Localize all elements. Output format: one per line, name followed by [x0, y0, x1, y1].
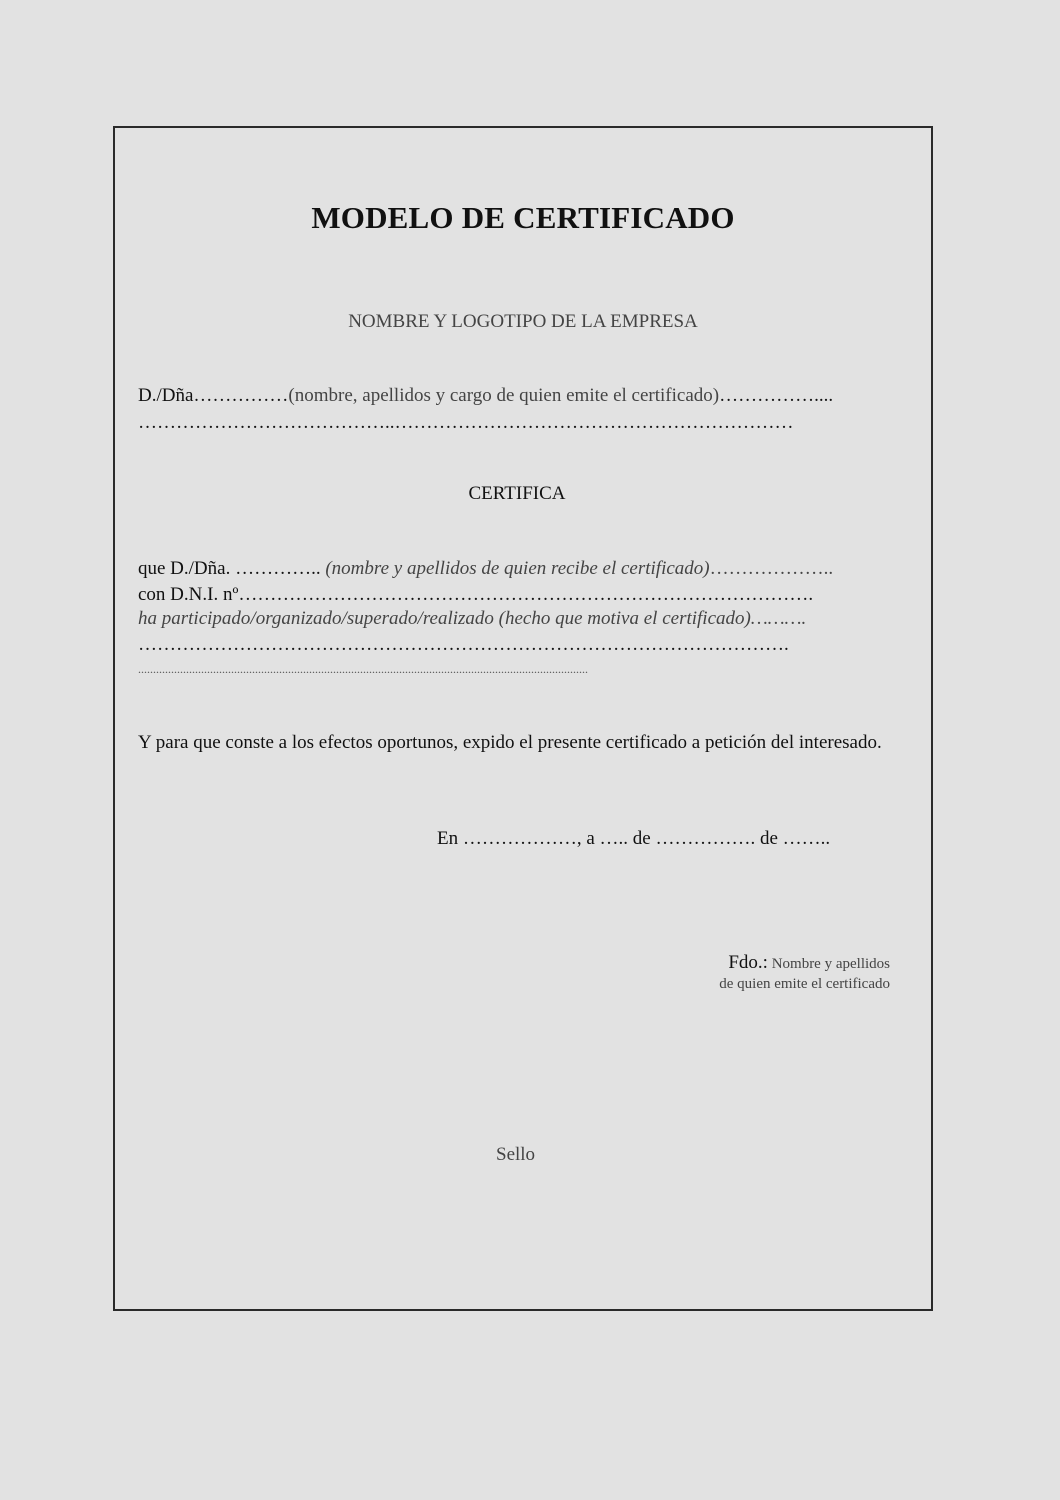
- document-title: MODELO DE CERTIFICADO: [311, 200, 735, 235]
- stamp-label: Sello: [496, 1144, 536, 1165]
- recipient-dots: ………………..: [709, 558, 834, 579]
- signature-line: [728, 952, 890, 974]
- date-line: En ………………, a ….. de ……………. de ……..: [437, 828, 831, 849]
- issuer-line: [138, 385, 893, 407]
- company-name-logo-placeholder: NOMBRE Y LOGOTIPO DE LA EMPRESA: [348, 311, 698, 332]
- signature-subline: de quien emite el certificado: [719, 976, 890, 992]
- reason-line: ha participado/organizado/superado/realizado (hecho que motiva el certificado)……….: [138, 608, 807, 629]
- certificate-frame: [113, 126, 933, 1311]
- closing-paragraph: Y para que conste a los efectos oportunos, expido el presente certificado a petición del interesado.: [138, 732, 882, 753]
- recipient-line: [138, 558, 893, 580]
- recipient-prefix: que D./Dña. …………..: [138, 558, 321, 579]
- recipient-hint: (nombre y apellidos de quien recibe el certificado): [320, 558, 710, 579]
- blank-line-4: ………………………………………………………………………………………….: [138, 634, 789, 655]
- issuer-line-2: …………………………………..………………………………………………………: [138, 412, 794, 433]
- dni-line: con D.N.I. nº……………………………………………………………………………….: [138, 584, 814, 605]
- blank-line-5: ......................................................................................................................................................: [138, 662, 588, 676]
- signature-name: Nombre y apellidos: [767, 956, 890, 972]
- issuer-prefix: D./Dña: [138, 385, 194, 406]
- certifica-heading: CERTIFICA: [468, 483, 566, 504]
- issuer-hint: (nombre, apellidos y cargo de quien emite el certificado): [288, 385, 720, 406]
- issuer-dots-2: ……………....: [719, 385, 834, 406]
- issuer-dots-1: ……………: [193, 385, 289, 406]
- signature-label: Fdo.:: [728, 952, 768, 973]
